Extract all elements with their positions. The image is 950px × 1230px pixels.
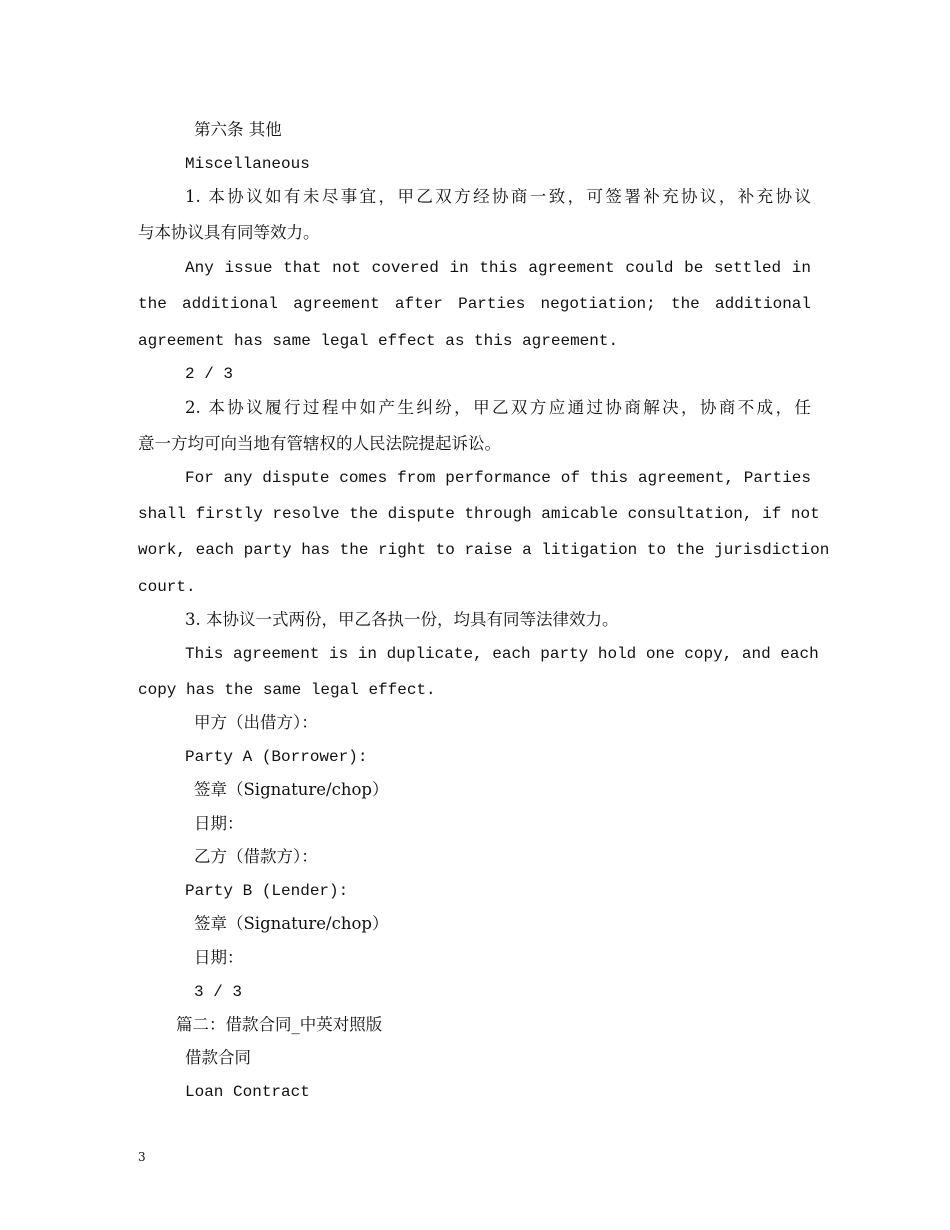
clause-2-en-line-1: For any dispute comes from performance of this agreement, Parties xyxy=(185,469,811,487)
clause-3-en-line-2: copy has the same legal effect. xyxy=(138,681,436,699)
party-a-signature: 签章（Signature/chop） xyxy=(194,780,389,799)
party-b-cn: 乙方（借款方）： xyxy=(194,847,318,866)
article-6-title: 第六条 其他 xyxy=(194,120,282,139)
clause-1-cn-line-2: 与本协议具有同等效力。 xyxy=(138,223,320,242)
clause-2-en-line-3: work, each party has the right to raise a litigation to the jurisdiction xyxy=(138,541,830,559)
contract-title-cn: 借款合同 xyxy=(185,1048,251,1067)
footer-page-number: 3 xyxy=(138,1150,146,1164)
clause-1-en-line-1: Any issue that not covered in this agreement could be settled in xyxy=(185,259,811,277)
clause-3-en-line-1: This agreement is in duplicate, each party hold one copy, and each xyxy=(185,645,819,663)
party-b-date: 日期： xyxy=(194,948,244,967)
clause-2-cn-line-2: 意一方均可向当地有管辖权的人民法院提起诉讼。 xyxy=(138,434,501,453)
clause-1-cn-line-1: 1. 本协议如有未尽事宜，甲乙双方经协商一致，可签署补充协议，补充协议 xyxy=(185,187,811,206)
party-a-en: Party A (Borrower): xyxy=(185,748,368,766)
article-6-title-en: Miscellaneous xyxy=(185,155,310,173)
party-b-signature: 签章（Signature/chop） xyxy=(194,914,389,933)
clause-3-cn: 3. 本协议一式两份，甲乙各执一份，均具有同等法律效力。 xyxy=(185,610,619,629)
section-2-title: 篇二：借款合同_中英对照版 xyxy=(176,1015,383,1034)
party-a-cn: 甲方（出借方）： xyxy=(194,713,318,732)
party-b-en: Party B (Lender): xyxy=(185,882,349,900)
clause-1-en-line-3: agreement has same legal effect as this agreement. xyxy=(138,332,619,350)
page-marker-3: 3 / 3 xyxy=(194,983,243,1001)
party-a-date: 日期： xyxy=(194,814,244,833)
clause-2-cn-line-1: 2. 本协议履行过程中如产生纠纷，甲乙双方应通过协商解决，协商不成，任 xyxy=(185,398,811,417)
page-marker-2: 2 / 3 xyxy=(185,365,234,383)
contract-title-en: Loan Contract xyxy=(185,1083,310,1101)
clause-2-en-line-2: shall firstly resolve the dispute through amicable consultation, if not xyxy=(138,505,820,523)
clause-1-en-line-2: the additional agreement after Parties negotiation; the additional xyxy=(138,295,811,313)
clause-2-en-line-4: court. xyxy=(138,578,196,596)
